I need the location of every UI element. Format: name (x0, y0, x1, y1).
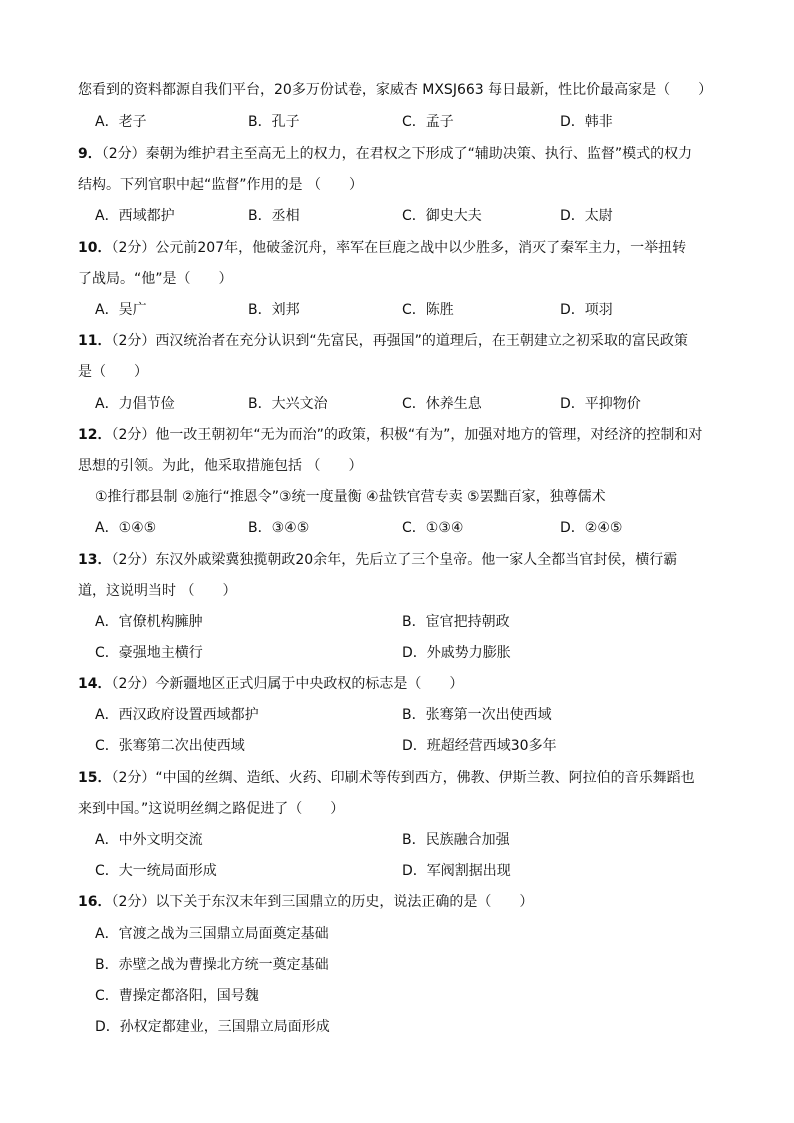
q8-option-d: D．韩非 (560, 114, 613, 130)
q12-option-c: C．①③④ (402, 520, 464, 536)
q10-option-c: C．陈胜 (402, 302, 454, 318)
q15-number: 15． (78, 770, 112, 786)
q10-text-1: （2分）公元前207年，他破釜沉舟，率军在巨鹿之战中以少胜多，消灭了秦军主力，一举扭转 (111, 240, 687, 256)
q9-stem-line2: 结构。下列官职中起“监督”作用的是 （ ） (78, 177, 363, 193)
q11-option-b: B．大兴文治 (248, 396, 328, 412)
q8-option-b: B．孔子 (248, 114, 300, 130)
q12-stem-line1 (78, 425, 702, 445)
q14-text-1: （2分）今新疆地区正式归属于中央政权的标志是（ ） (111, 676, 464, 692)
q15-option-a: A．中外文明交流 (95, 832, 203, 848)
q14-option-c: C．张骞第二次出使西域 (95, 738, 245, 754)
q10-option-a: A．吴广 (95, 302, 147, 318)
q15-text-1: （2分）“中国的丝绸、造纸、火药、印刷术等传到西方，佛教、伊斯兰教、阿拉伯的音乐舞蹈也 (111, 770, 695, 786)
q11-option-a: A．力倡节俭 (95, 396, 175, 412)
q13-option-b: B．宦官把持朝政 (402, 614, 510, 630)
q16-text-1: （2分）以下关于东汉末年到三国鼎立的历史，说法正确的是（ ） (111, 894, 534, 910)
q12-option-d: D．②④⑤ (560, 520, 623, 536)
q11-number: 11． (78, 333, 112, 349)
q11-stem-line1 (78, 331, 688, 351)
q10-option-d: D．项羽 (560, 302, 613, 318)
q10-stem-line2: 了战局。“他”是（ ） (78, 271, 233, 287)
q13-stem-line2: 道，这说明当时 （ ） (78, 583, 237, 599)
q10-number: 10． (78, 240, 112, 256)
q16-option-d: D．孙权定都建业，三国鼎立局面形成 (95, 1019, 330, 1035)
q12-text-1: （2分）他一改王朝初年“无为而治”的政策，积极“有为”，加强对地方的管理，对经济的控制和对 (111, 427, 703, 443)
q13-text-1: （2分）东汉外戚梁冀独揽朝政20余年，先后立了三个皇帝。他一家人全都当官封侯，横行霸 (111, 552, 678, 568)
q15-stem-line2: 来到中国。”这说明丝绸之路促进了（ ） (78, 801, 345, 817)
q10-option-b: B．刘邦 (248, 302, 300, 318)
q8-option-c: C．孟子 (402, 114, 454, 130)
q13-stem-line1 (78, 550, 677, 570)
q16-option-a: A．官渡之战为三国鼎立局面奠定基础 (95, 926, 329, 942)
q11-text-1: （2分）西汉统治者在充分认识到“先富民，再强国”的道理后，在王朝建立之初采取的富民政策 (111, 333, 688, 349)
q12-option-b: B．③④⑤ (248, 520, 310, 536)
q10-stem-line1 (78, 238, 686, 258)
q9-option-c: C．御史大夫 (402, 208, 482, 224)
q15-stem-line1 (78, 768, 695, 788)
q9-text-1: （2分）秦朝为维护君主至高无上的权力，在君权之下形成了“辅助决策、执行、监督”模式的权力 (101, 146, 693, 162)
q16-option-b: B．赤壁之战为曹操北方统一奠定基础 (95, 957, 329, 973)
q15-option-b: B．民族融合加强 (402, 832, 510, 848)
q14-option-b: B．张骞第一次出使西域 (402, 707, 552, 723)
q9-stem-line1 (78, 144, 692, 164)
q15-option-d: D．军阀割据出现 (402, 863, 511, 879)
q14-option-d: D．班超经营西域30多年 (402, 738, 557, 754)
q16-stem-line1 (78, 892, 533, 912)
q12-statements: ①推行郡县制 ②施行“推恩令”③统一度量衡 ④盐铁官营专卖 ⑤罢黜百家，独尊儒术 (95, 489, 606, 505)
q13-option-a: A．官僚机构臃肿 (95, 614, 203, 630)
q13-option-c: C．豪强地主横行 (95, 645, 203, 661)
q13-option-d: D．外戚势力膨胀 (402, 645, 511, 661)
q12-option-a: A．①④⑤ (95, 520, 157, 536)
q14-number: 14． (78, 676, 112, 692)
q11-option-c: C．休养生息 (402, 396, 482, 412)
q13-number: 13． (78, 552, 112, 568)
q16-option-c: C．曹操定都洛阳，国号魏 (95, 988, 259, 1004)
q16-number: 16． (78, 894, 112, 910)
q12-stem-line2: 思想的引领。为此，他采取措施包括 （ ） (78, 458, 363, 474)
q9-option-d: D．太尉 (560, 208, 613, 224)
q15-option-c: C．大一统局面形成 (95, 863, 217, 879)
q9-number: 9． (78, 146, 102, 162)
q11-option-d: D．平抑物价 (560, 396, 641, 412)
q9-option-b: B．丞相 (248, 208, 300, 224)
q8-option-a: A．老子 (95, 114, 147, 130)
q14-stem-line1 (78, 674, 463, 694)
q9-option-a: A．西域都护 (95, 208, 175, 224)
q14-option-a: A．西汉政府设置西域都护 (95, 707, 259, 723)
intro-line: 您看到的资料都源自我们平台，20多万份试卷，家威杏 MXSJ663 每日最新，性比价最高家是（ ） (78, 82, 713, 98)
q11-stem-line2: 是（ ） (78, 364, 148, 380)
q12-number: 12． (78, 427, 112, 443)
